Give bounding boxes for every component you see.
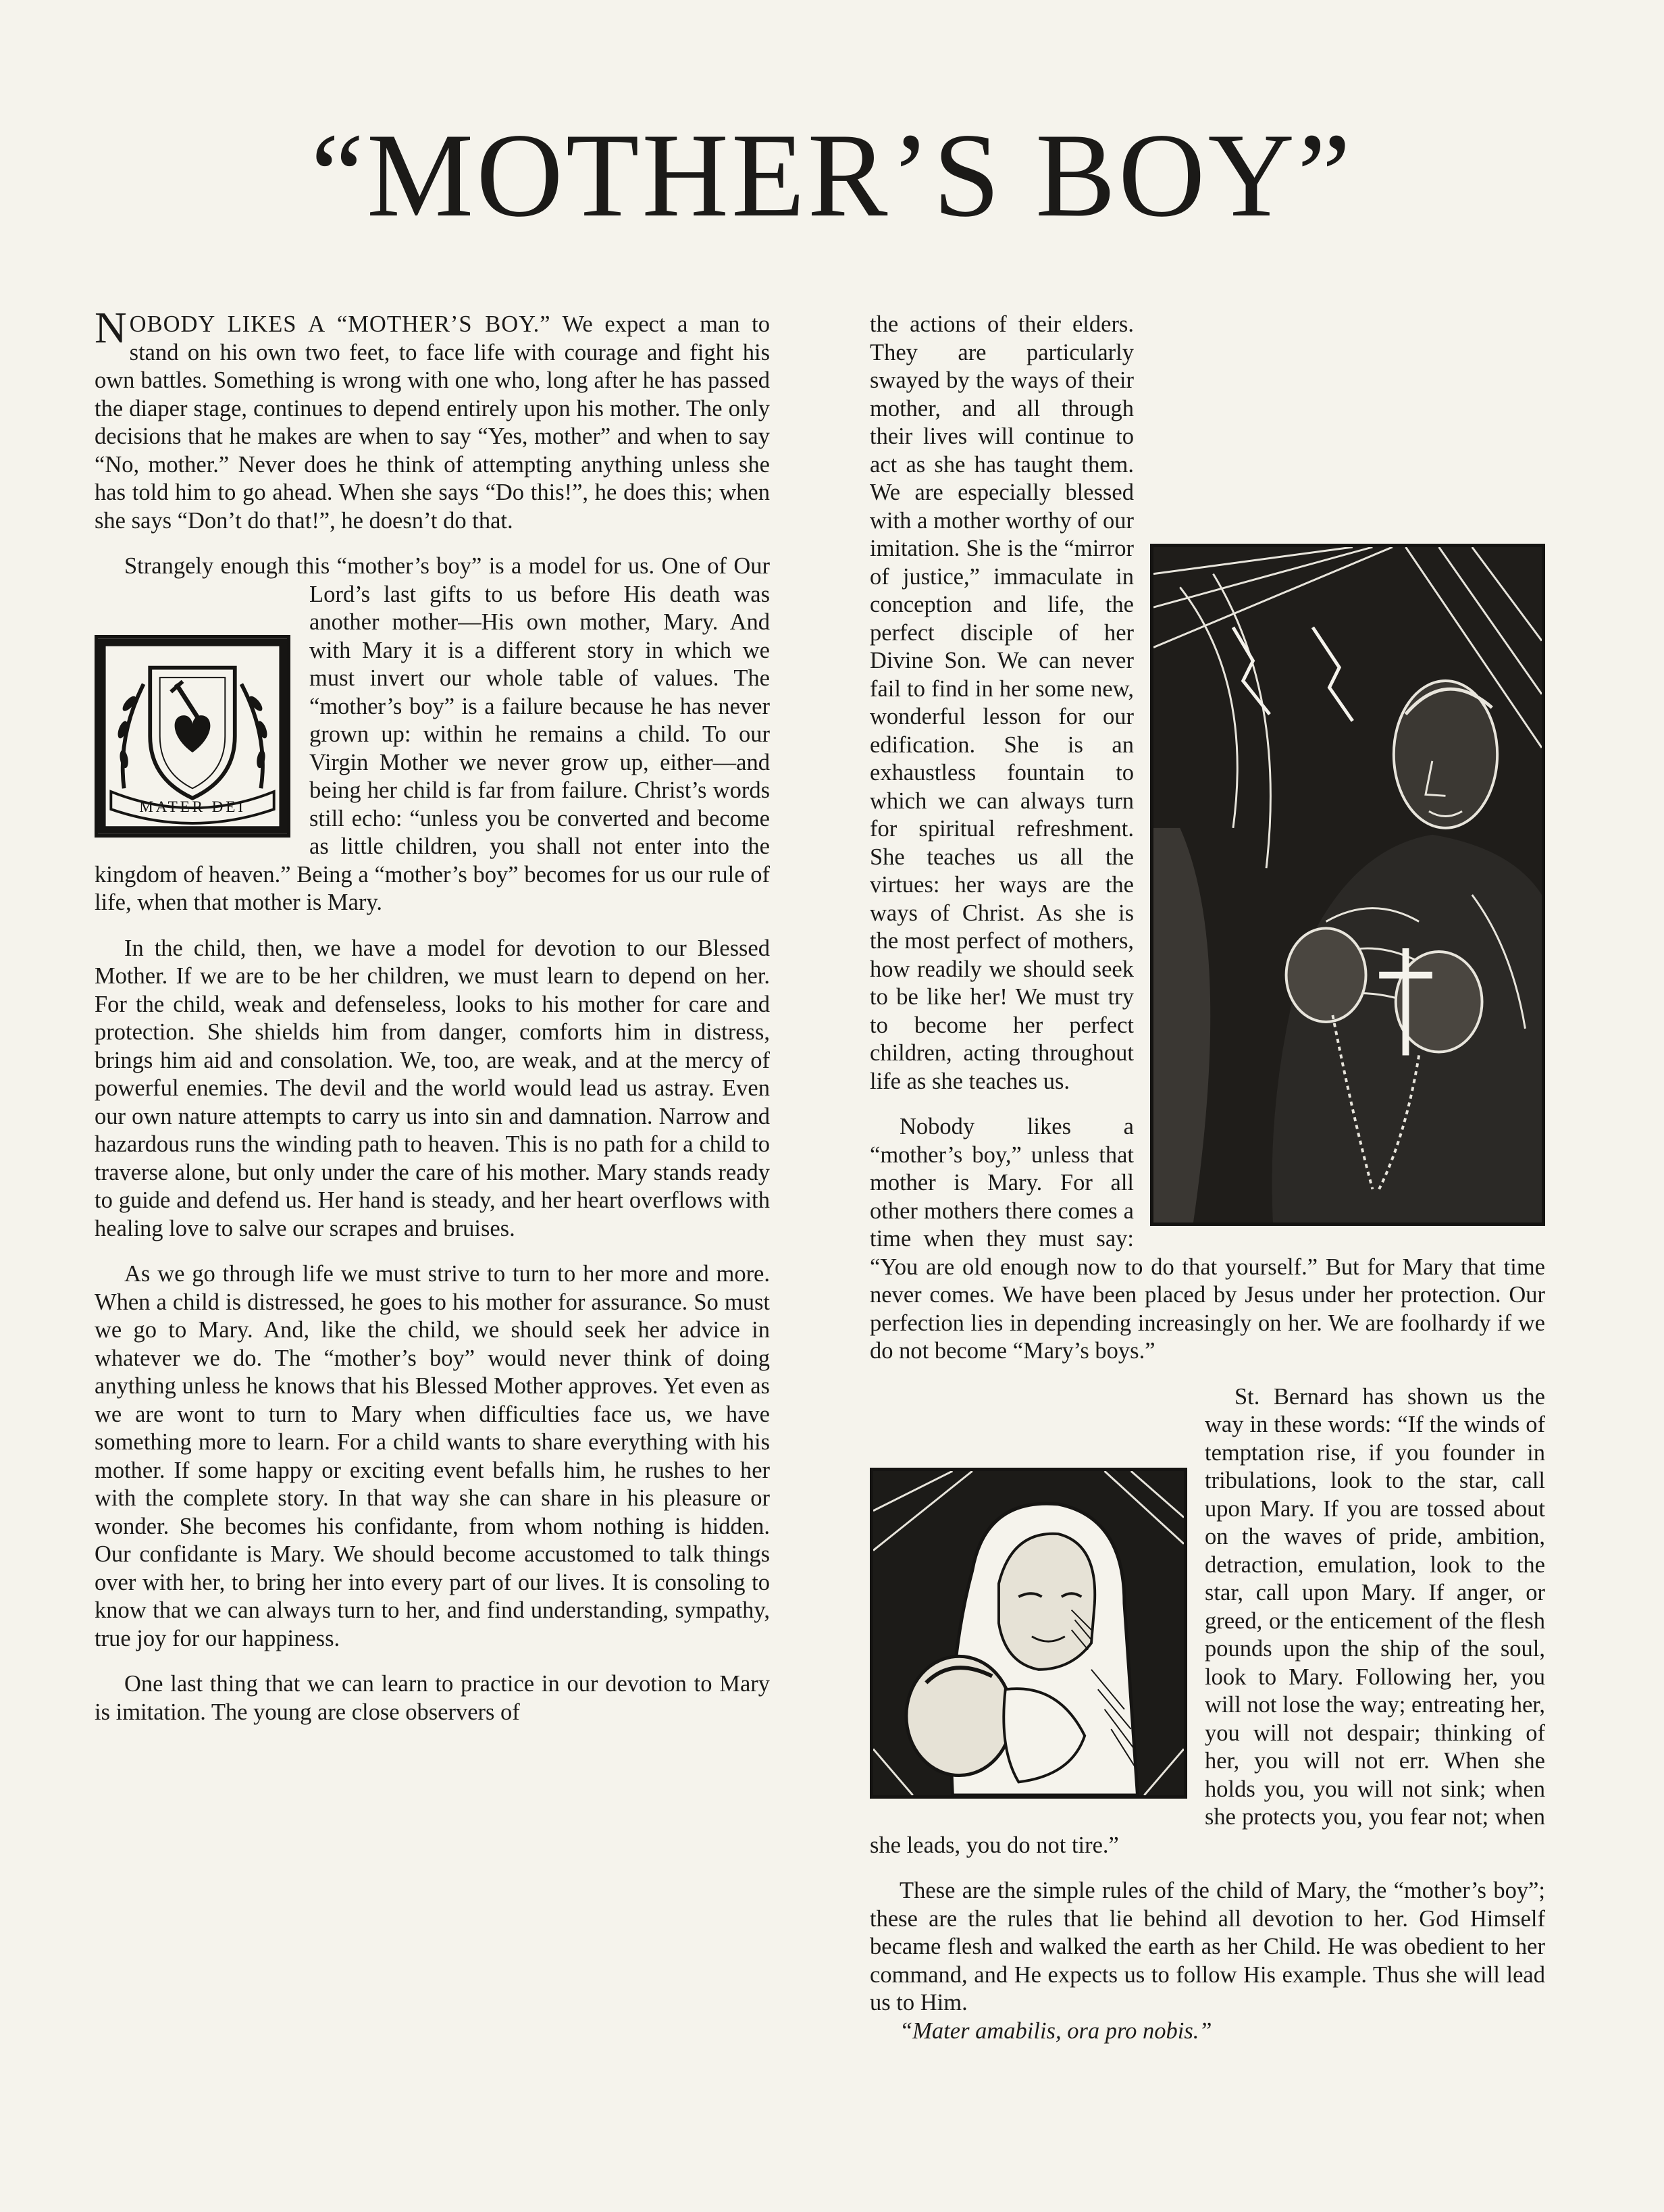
paragraph-8-text: These are the simple rules of the child of Mary, the “mother’s boy”; these are the rules that lie behind all devotion to her. God Himself became flesh and walked the earth as her Child. He was obedient to her command, and He expects us to follow His example. Thus she will lead us to Him. [870,1878,1545,2015]
mater-dei-emblem-illustration [95,635,290,838]
paragraph-8 [870,1877,1545,2045]
paragraph-4: As we go through life we must strive to turn to her more and more. When a child is distressed, he goes to his mother for assurance. So must we go to Mary. And, like the child, we should seek her advice in whatever we do. The “mother’s boy” would never think of doing anything unless he knows that his Blessed Mother approves. Yet even as we are wont to turn to Mary when difficulties face us, we have something more to learn. For a child wants to share everything with his mother. If some happy or exciting event befalls him, he rushes to her with the complete story. In that way she can share in his pleasure or wonder. She becomes his confidante, from whom nothing is hidden. Our confidante is Mary. We should become accustomed to talk things over with her, to bring her into every part of our lives. It is consoling to know that we can always turn to her, and find understanding, sympathy, true joy for our happiness. [95,1261,770,1651]
page-title: “MOTHER’S BOY” [310,108,1354,242]
paragraph-5: One last thing that we can learn to practice in our devotion to Mary is imitation. The young are close observers of [95,1671,770,1725]
left-column [95,303,771,1744]
paragraph-2 [95,552,770,917]
paragraph-2-intro: Strangely enough this “mother’s boy” is a model for us. [124,553,655,579]
paragraph-7 [870,1383,1545,1860]
emblem-banner-text: MATER DEI [139,798,246,816]
paragraph-1-text: We expect a man to stand on his own two feet, to face life with courage and fight his own battles. Something is wrong with one who, long after he has passed the diaper stage, continues to depend entirely upon his mother. The only decisions that he makes are when to say “Yes, mother” and when to say “No, mother.” Never does he think of attempting anything unless she has told him to go ahead. When she says “Do this!”, he does this; when she says “Don’t do that!”, he doesn’t do that. [95,311,770,534]
lead-in: OBODY LIKES A “MOTHER’S BOY.” [129,311,551,337]
paragraph-5-continued [870,311,1545,1096]
paragraph-3: In the child, then, we have a model for devotion to our Blessed Mother. If we are to be her children, we must learn to depend on her. For the child, weak and defenseless, looks to his mother for care and protection. She shields him from danger, comforts him in distress, brings him aid and consolation. We, too, are weak, and at the mercy of powerful enemies. The devil and the world would lead us astray. Even our own nature attempts to carry us into sin and damnation. Narrow and hazardous runs the winding path to heaven. This is no path for a child to traverse alone, but only under the care of his mother. Mary stands ready to guide and defend us. Her hand is steady, and her heart overflows with healing love to salve our scrapes and bruises. [95,935,770,1241]
paragraph-7-text: St. Bernard has shown us the way in these words: “If the winds of temptation rise, if you founder in tribulations, look to the star, call upon Mary. If you are tossed about on the waves of pride, ambition, detraction, emulation, look to the star, call upon Mary. If anger, or greed, or the enticement of the flesh pounds upon the ship of the soul, look to Mary. Following her, you will not lose the way; entreating her, you will not despair; thinking of her, you will not err. When she holds you, you will not sink; when she protects you, you fear not; when she leads, you do not tire.” [870,1383,1545,1858]
paragraph-1 [95,303,770,535]
right-column [870,311,1545,2063]
drop-cap: N [95,303,127,353]
praying-man-illustration [1150,544,1545,1226]
paragraph-2-text: One of Our Lord’s last gifts to us before His death was another mother—His own mother, Mary. And with Mary it is a different story in which we must invert our whole table of values. The “mother’s boy” is a failure because he has never grown up: within he remains a child. To our Virgin Mother we never grow up, either—and being her child is far from failure. Christ’s words still echo: “unless you be converted and become as little children, you shall not enter into the kingdom of heaven.” Being a “mother’s boy” becomes for us our rule of life, when that mother is Mary. [95,553,771,915]
madonna-and-child-drawing [873,1471,1184,1795]
closing-prayer: “Mater amabilis, ora pro nobis.” [900,2017,1212,2044]
mater-dei-emblem-drawing [98,638,287,834]
praying-man-drawing [1153,547,1542,1223]
paragraph-5-continued-text: the actions of their elders. They are particularly swayed by the ways of their mother, and all through their lives will continue to act as she has taught them. We are especially blessed with a mother worthy of our imitation. She is the “mirror of justice,” immaculate in conception and life, the perfect disciple of her Divine Son. We can never fail to find in her some new, wonderful lesson for our edification. She is an exhaustless fountain to which we can always turn for spiritual refreshment. She teaches us all the virtues: her ways are the ways of Christ. As she is the most perfect of mothers, how readily we should seek to be like her! We must try to become her perfect children, acting throughout life as she teaches us. [870,311,1134,1094]
madonna-and-child-illustration [870,1468,1187,1799]
paragraph-6: Nobody likes a “mother’s boy,” unless that mother is Mary. For all other mothers there comes a time when they must say: “You are old enough now to do that yourself.” But for Mary that time never comes. We have been placed by Jesus under her protection. Our perfection lies in depending increasingly on her. We are foolhardy if we do not become “Mary’s boys.” [870,1114,1545,1364]
